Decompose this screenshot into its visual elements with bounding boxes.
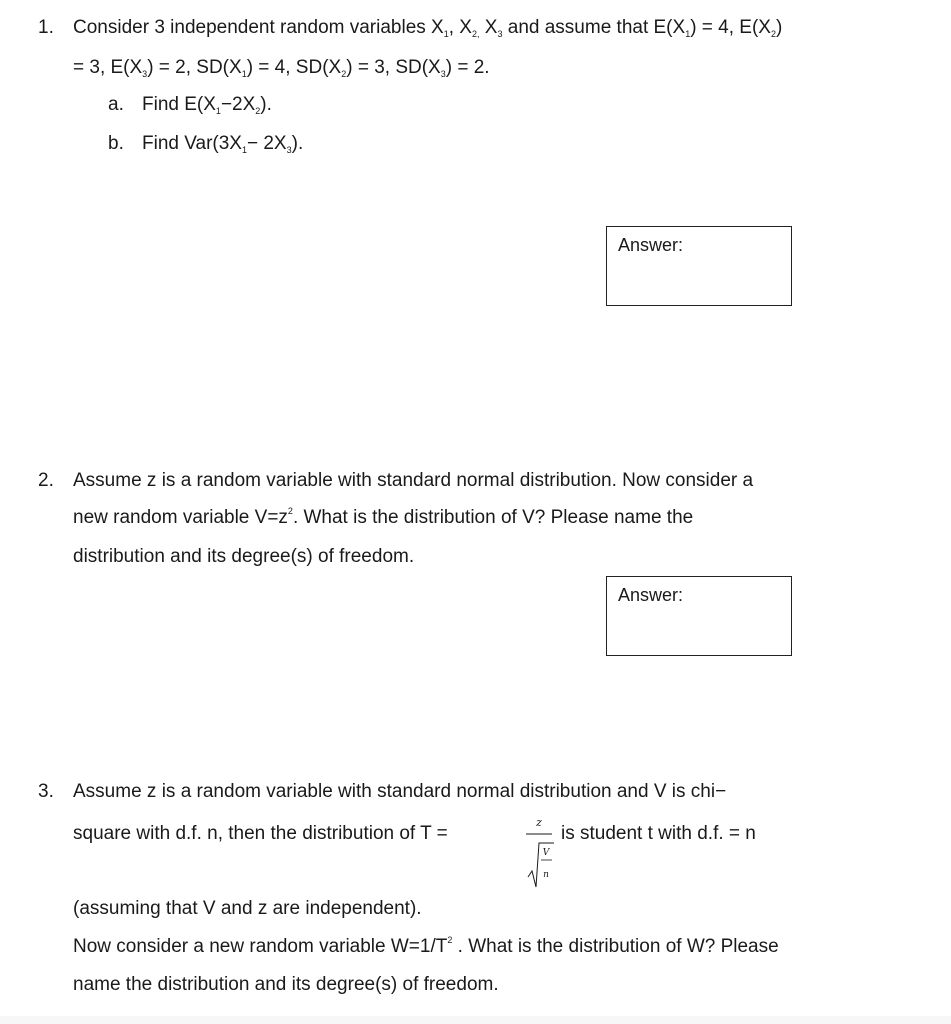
q1-part-b-sub1: 1	[241, 145, 247, 155]
q3-line3: (assuming that V and z are independent).	[73, 898, 422, 919]
q1-number: 1.	[38, 17, 54, 38]
q1-part-b-text3: ).	[291, 133, 304, 154]
fraction-numerator: z	[536, 816, 542, 829]
q3-line4-text1: Now consider a new random variable W=1/T	[73, 936, 448, 957]
q1-part-b-label: b.	[108, 133, 124, 154]
q1-part-a-label: a.	[108, 94, 124, 115]
q1-part-b-text1: Find Var(3X	[142, 133, 242, 154]
q2-answer-label: Answer:	[618, 585, 684, 605]
q1-line2-sub1: 3	[142, 69, 148, 79]
q2-answer-box[interactable]	[606, 576, 792, 656]
square-root-sign	[528, 843, 554, 887]
q1-line2-text3: ) = 4, SD(X	[246, 57, 342, 78]
q1-sub4: 1	[685, 29, 691, 39]
q1-part-a-text3: ).	[260, 94, 272, 115]
q1-line1	[73, 17, 782, 39]
q2-line2-text1: new random variable V=z	[73, 507, 288, 528]
q1-part-b-text2: − 2X	[246, 133, 287, 154]
q1-line1-text2: , X	[448, 17, 472, 38]
q2-number: 2.	[38, 470, 54, 491]
page-bottom-edge	[0, 1016, 951, 1024]
q1-line2	[73, 57, 490, 79]
q1-part-a-text1: Find E(X	[142, 94, 216, 115]
q1-line2-text4: ) = 3, SD(X	[346, 57, 441, 78]
q3-number: 3.	[38, 781, 54, 802]
q2-line1: Assume z is a random variable with standard normal distribution. Now consider a	[73, 470, 754, 491]
q1-sub2: 2,	[471, 29, 480, 39]
q1-sub3: 3	[497, 29, 503, 39]
q1-part-a-sub2: 2	[255, 106, 261, 116]
q1-line2-text2: ) = 2, SD(X	[147, 57, 242, 78]
q3-line5: name the distribution and its degree(s) of freedom.	[73, 974, 499, 995]
q1-line2-sub4: 3	[440, 69, 446, 79]
q1-part-b-sub2: 3	[286, 145, 292, 155]
q1-line1-text6: )	[776, 17, 783, 38]
q1-answer-box[interactable]	[606, 226, 792, 306]
q2-line2-text2: . What is the distribution of V? Please name the	[292, 507, 694, 528]
q1-sub5: 2	[770, 29, 776, 39]
q1-part-a-sub1: 1	[215, 106, 221, 116]
q3-line4-text2: . What is the distribution of W? Please	[452, 936, 779, 957]
q1-line2-sub2: 1	[241, 69, 247, 79]
q3-line1: Assume z is a random variable with standard normal distribution and V is chi−	[73, 781, 727, 802]
q1-line1-text1: Consider 3 independent random variables X	[73, 17, 444, 38]
q1-line2-sub3: 2	[341, 69, 347, 79]
q1-part-b	[142, 133, 303, 155]
q1-line2-text5: ) = 2.	[445, 57, 490, 78]
q1-line2-text1: = 3, E(X	[73, 57, 143, 78]
inner-numerator: V	[542, 848, 550, 858]
q1-line1-text5: ) = 4, E(X	[690, 17, 771, 38]
q3-line2-text2: is student t with d.f. = n	[561, 823, 756, 844]
t-statistic-fraction	[522, 815, 556, 889]
q1-line1-text3: X	[479, 17, 498, 38]
q1-sub1: 1	[443, 29, 449, 39]
q1-answer-label: Answer:	[618, 235, 684, 255]
q1-line1-text4: and assume that E(X	[502, 17, 686, 38]
inner-denominator: n	[543, 870, 549, 880]
q3-line4	[73, 936, 779, 958]
q3-line2-text1: square with d.f. n, then the distribution of T =	[73, 823, 448, 844]
q2-line3: distribution and its degree(s) of freedom.	[73, 546, 415, 567]
q1-part-a-text2: −2X	[220, 94, 256, 115]
q2-sup: 2	[287, 506, 293, 516]
q3-sup: 2	[447, 935, 453, 945]
q2-line2	[73, 507, 693, 529]
q1-part-a	[142, 94, 272, 116]
